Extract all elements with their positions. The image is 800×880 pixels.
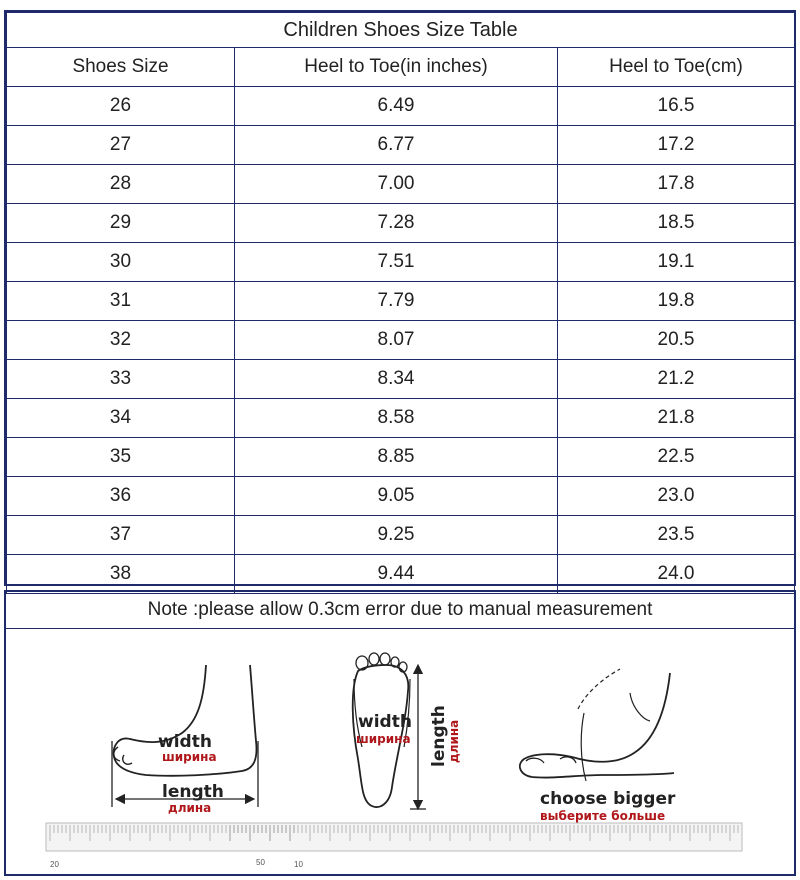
table-row (7, 321, 795, 360)
inches-cell: 8.34 (235, 360, 558, 399)
toe-gap-bracket-icon (581, 713, 586, 781)
extra-space-dashed-icon (578, 669, 620, 709)
table-row (7, 282, 795, 321)
shoe-size-cell: 31 (7, 282, 235, 321)
table-row (7, 126, 795, 165)
table-row (7, 555, 795, 594)
ankle-line-icon (630, 693, 650, 721)
side-width-label-ru: ширина (162, 750, 217, 764)
shoe-size-cell: 37 (7, 516, 235, 555)
inches-cell: 8.58 (235, 399, 558, 438)
toe-foot-illustration (520, 669, 676, 823)
side-length-label: length (162, 782, 224, 802)
inches-cell: 7.28 (235, 204, 558, 243)
inches-cell: 7.51 (235, 243, 558, 282)
illustration-canvas (6, 629, 794, 874)
measurement-note: Note :please allow 0.3cm error due to manual measurement (6, 592, 794, 629)
top-width-label-ru: ширина (356, 732, 411, 746)
top-foot-illustration (353, 653, 461, 809)
top-width-label: width (358, 712, 412, 732)
shoe-size-cell: 34 (7, 399, 235, 438)
toe-foot-toes-icon (526, 757, 576, 763)
cm-cell: 23.0 (558, 477, 795, 516)
table-title: Children Shoes Size Table (7, 13, 795, 48)
table-row (7, 438, 795, 477)
ruler-label-20: 20 (50, 860, 59, 869)
shoe-size-cell: 28 (7, 165, 235, 204)
shoe-size-cell: 32 (7, 321, 235, 360)
inches-cell: 9.44 (235, 555, 558, 594)
ruler-label-50: 50 (256, 858, 265, 867)
inches-cell: 6.49 (235, 87, 558, 126)
inches-cell: 9.05 (235, 477, 558, 516)
choose-bigger-label: choose bigger (540, 789, 676, 809)
size-table-container (4, 10, 796, 586)
cm-cell: 19.8 (558, 282, 795, 321)
shoe-size-cell: 38 (7, 555, 235, 594)
cm-cell: 18.5 (558, 204, 795, 243)
size-table (6, 12, 795, 594)
inches-cell: 8.85 (235, 438, 558, 477)
shoe-size-cell: 29 (7, 204, 235, 243)
cm-cell: 23.5 (558, 516, 795, 555)
inches-cell: 6.77 (235, 126, 558, 165)
choose-bigger-label-ru: выберите больше (540, 809, 666, 823)
cm-cell: 22.5 (558, 438, 795, 477)
shoe-size-cell: 35 (7, 438, 235, 477)
shoe-size-cell: 30 (7, 243, 235, 282)
table-row (7, 165, 795, 204)
cm-cell: 17.2 (558, 126, 795, 165)
inches-cell: 9.25 (235, 516, 558, 555)
cm-cell: 20.5 (558, 321, 795, 360)
inches-cell: 7.00 (235, 165, 558, 204)
table-row (7, 204, 795, 243)
column-header-heel-to-toe-inches: Heel to Toe(in inches) (235, 48, 558, 87)
side-length-label-ru: длина (168, 801, 212, 815)
measurement-guide (4, 590, 796, 876)
illustration-area (6, 629, 794, 874)
cm-cell: 21.8 (558, 399, 795, 438)
table-row (7, 399, 795, 438)
shoe-size-cell: 27 (7, 126, 235, 165)
inches-cell: 8.07 (235, 321, 558, 360)
cm-cell: 16.5 (558, 87, 795, 126)
cm-cell: 19.1 (558, 243, 795, 282)
ruler-label-10: 10 (294, 860, 303, 869)
side-width-label: width (158, 732, 212, 752)
inches-cell: 7.79 (235, 282, 558, 321)
top-length-label: length (429, 705, 449, 767)
ruler (46, 823, 742, 869)
table-row (7, 87, 795, 126)
top-foot-toes-icon (356, 653, 407, 672)
table-row (7, 477, 795, 516)
cm-cell: 21.2 (558, 360, 795, 399)
table-row (7, 516, 795, 555)
column-header-heel-to-toe-cm: Heel to Toe(cm) (558, 48, 795, 87)
top-length-label-ru: длина (447, 719, 461, 763)
table-row (7, 360, 795, 399)
cm-cell: 17.8 (558, 165, 795, 204)
shoe-size-cell: 26 (7, 87, 235, 126)
shoe-size-cell: 33 (7, 360, 235, 399)
shoe-size-cell: 36 (7, 477, 235, 516)
column-header-shoes-size: Shoes Size (7, 48, 235, 87)
side-foot-illustration (112, 665, 258, 815)
table-row (7, 243, 795, 282)
cm-cell: 24.0 (558, 555, 795, 594)
